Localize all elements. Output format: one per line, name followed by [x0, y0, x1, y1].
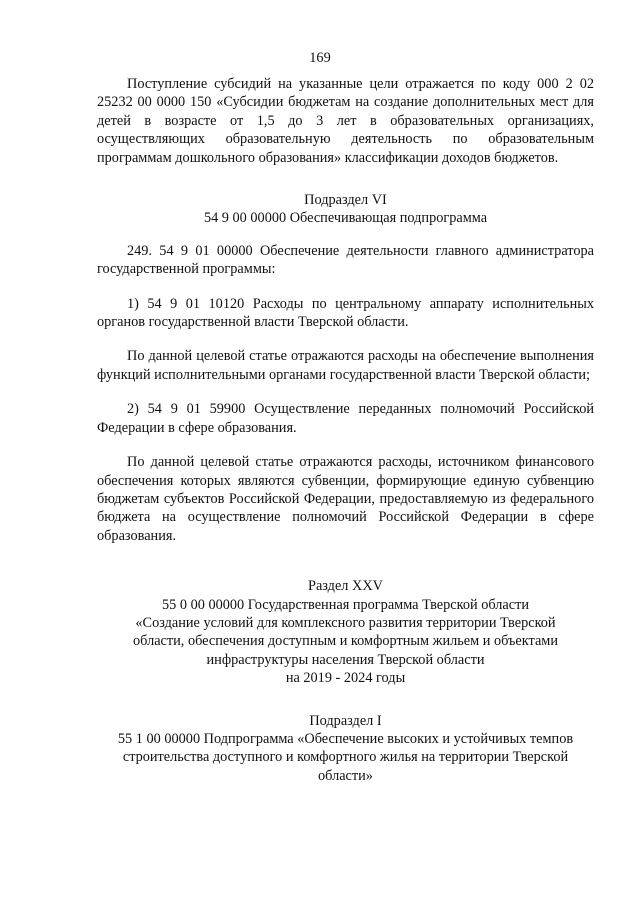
- section-25-line-3: области, обеспечения доступным и комфортным жильем и объектами: [133, 633, 558, 650]
- subsection-1-line-2: строительства доступного и комфортного жилья на территории Тверской: [122, 749, 569, 766]
- paragraph-subsidy-revenue: Поступление субсидий на указанные цели отражается по коду 000 2 02 25232 00 0000 150 «Субсидии бюджетам на создание дополнительных мест для детей в возрасте от 1,5 до 3 лет в образовательных организациях, осуществляющих образовательную деятельность по образовательным программам дошкольного образования» классификации доходов бюджетов.: [97, 76, 594, 166]
- description-1: По данной целевой статье отражаются расходы на обеспечение выполнения функций исполнительными органами государственной власти Тверской области;: [97, 348, 594, 383]
- document-body: [97, 75, 594, 785]
- item-2: 2) 54 9 01 59900 Осуществление переданных полномочий Российской Федерации в сфере образования.: [97, 401, 594, 436]
- section-25-line-2: «Создание условий для комплексного развития территории Тверской: [135, 614, 556, 631]
- item-1: 1) 54 9 01 10120 Расходы по центральному аппарату исполнительных органов государственной власти Тверской области.: [97, 295, 594, 331]
- page-number: 169: [309, 50, 331, 66]
- subsection-1-line-3: области»: [318, 767, 373, 784]
- section-25-line-1: 55 0 00 00000 Государственная программа Тверской области: [161, 596, 529, 613]
- subsection-6-title: Подраздел VI: [304, 192, 387, 209]
- subsection-6-code: 54 9 00 00000 Обеспечивающая подпрограмма: [203, 210, 488, 227]
- item-249: 249. 54 9 01 00000 Обеспечение деятельности главного администратора государственной программы:: [97, 242, 594, 278]
- subsection-1-line-1: 55 1 00 00000 Подпрограмма «Обеспечение высоких и устойчивых темпов: [117, 730, 574, 747]
- description-2: По данной целевой статье отражаются расходы, источником финансового обеспечения которых являются субвенции, формирующие единую субвенцию бюджетам субъектов Российской Федерации, предоставляемую из федерального бюджета на осуществление полномочий Российской Федерации в сфере образования.: [97, 454, 594, 544]
- subsection-1-title: Подраздел I: [309, 712, 382, 729]
- section-25-title: Раздел XXV: [308, 578, 383, 595]
- section-25-line-4: инфраструктуры населения Тверской области: [206, 651, 485, 668]
- section-25-line-5: на 2019 - 2024 годы: [285, 670, 406, 687]
